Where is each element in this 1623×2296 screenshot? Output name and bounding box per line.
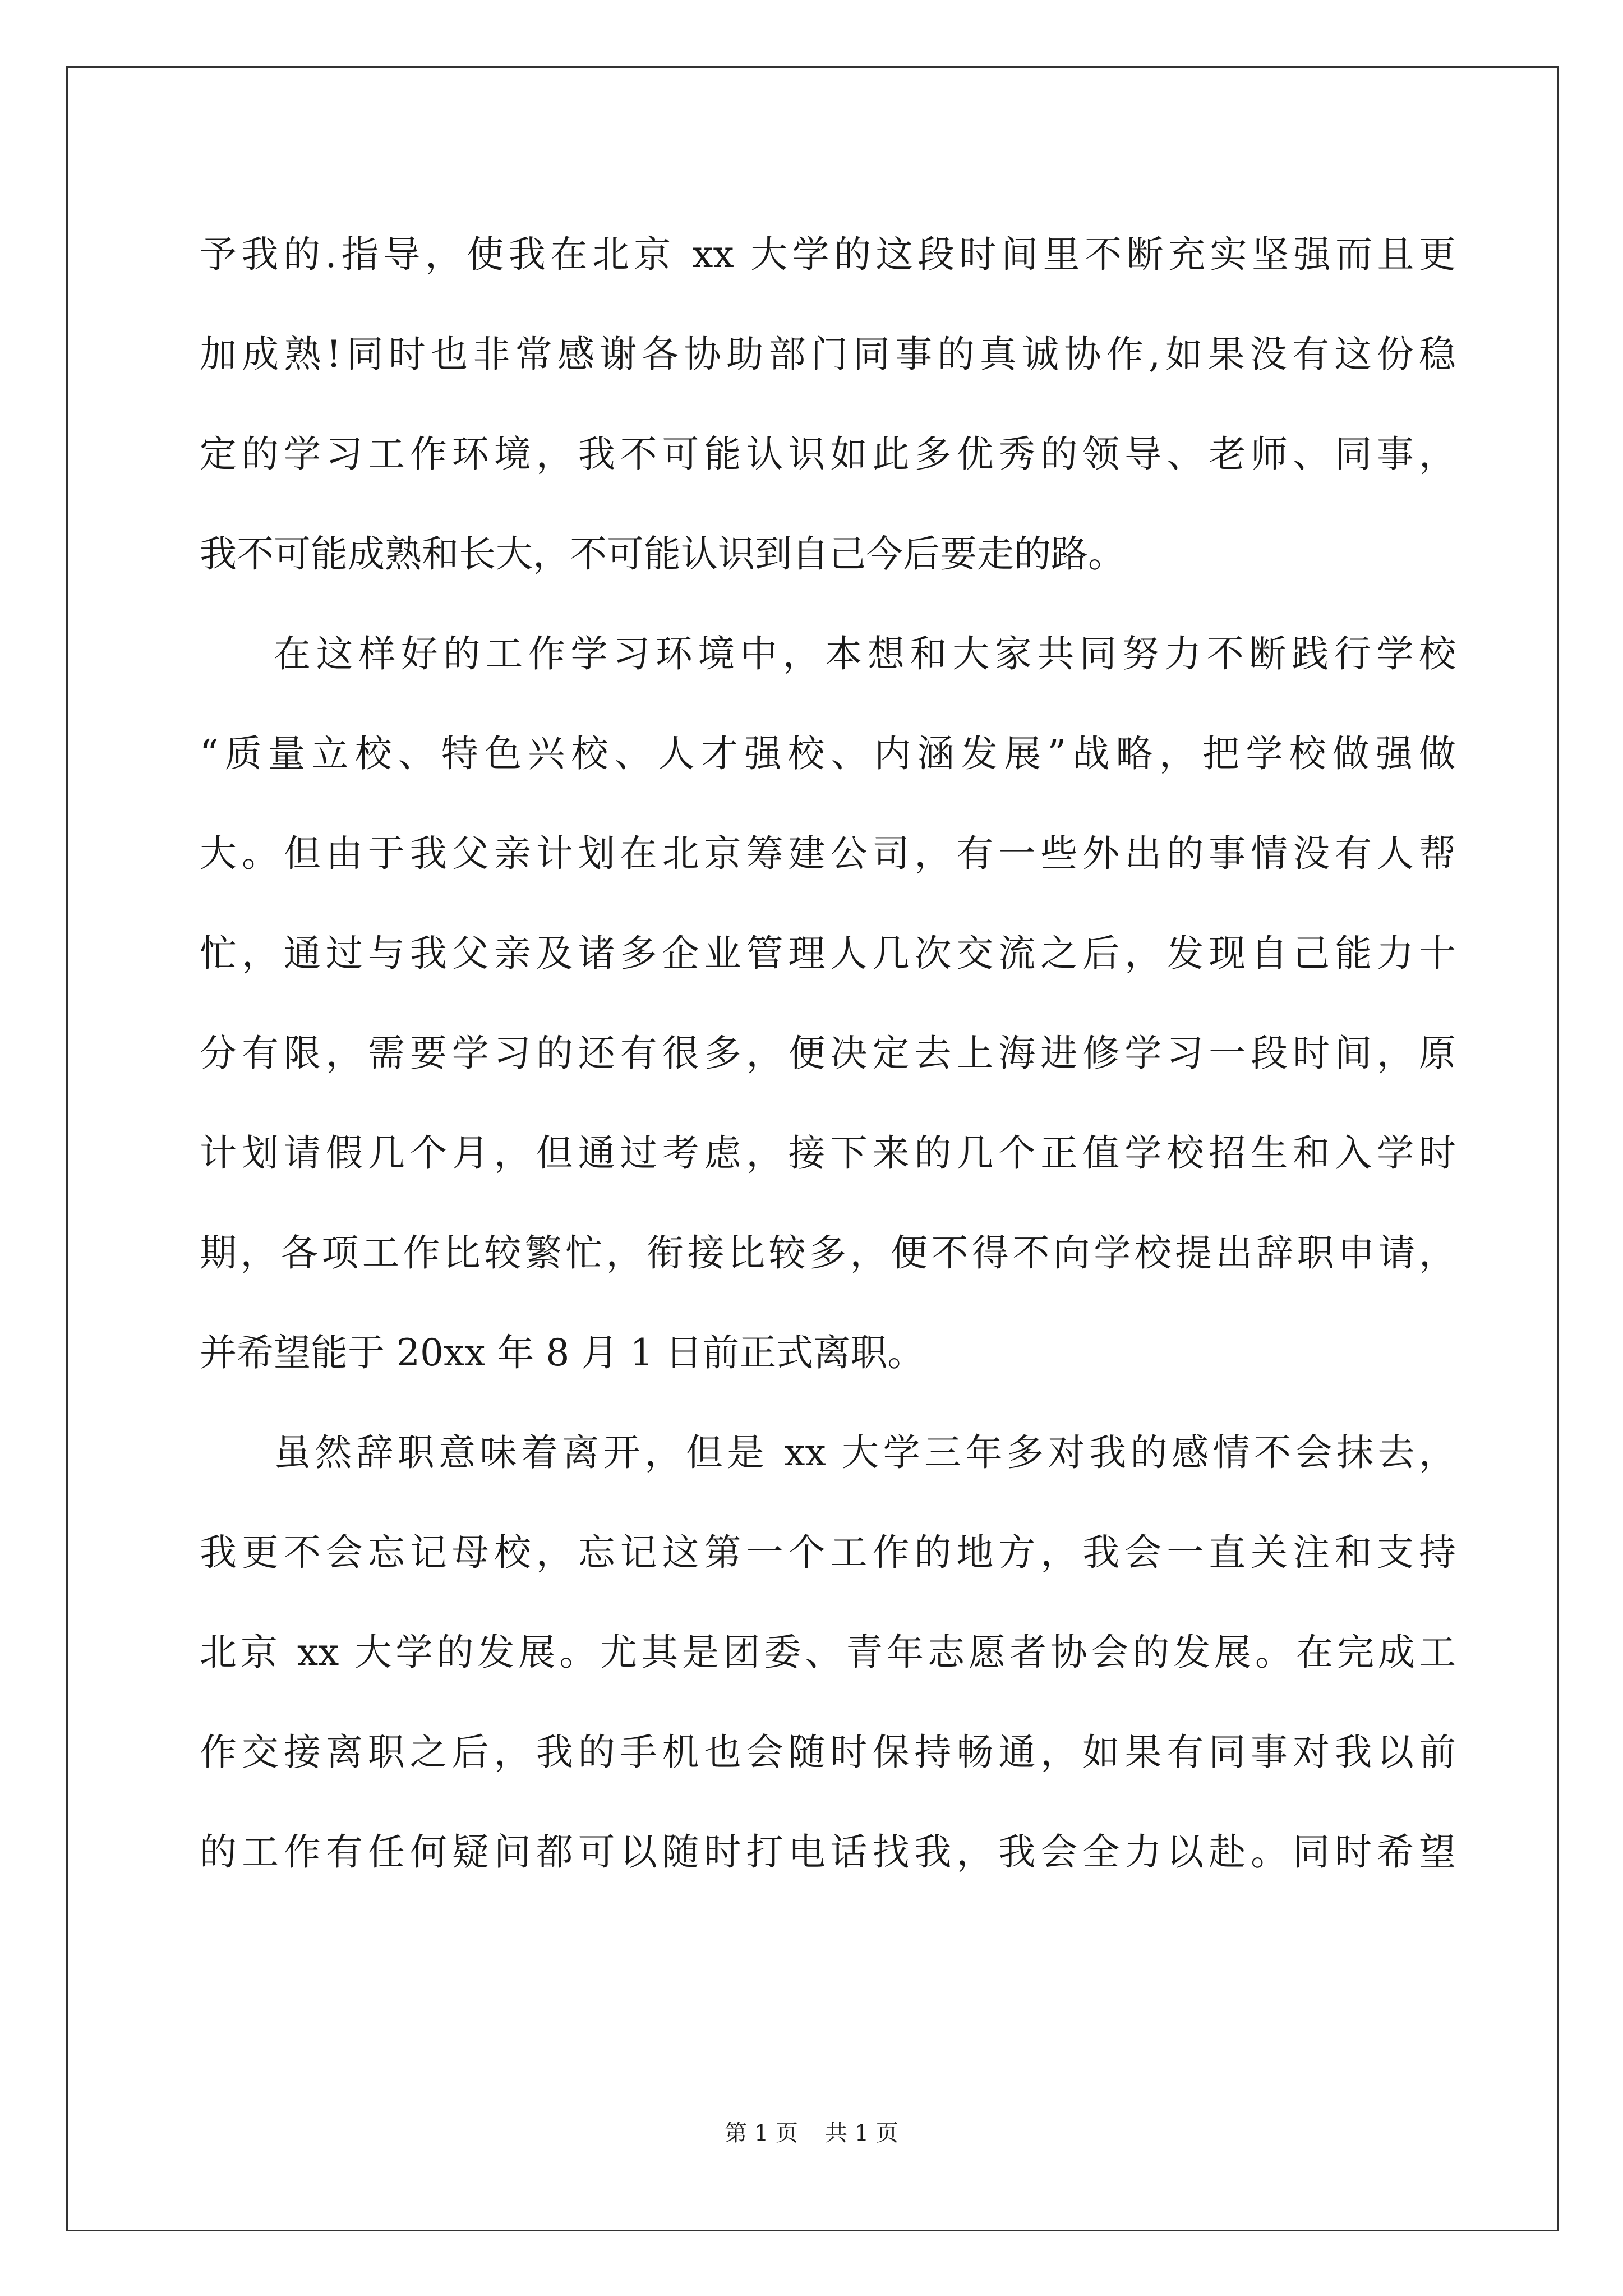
document-body xyxy=(200,205,1456,1902)
text-line: 定的学习工作环境，我不可能认识如此多优秀的领导、老师、同事， xyxy=(200,432,1456,476)
text-line: 作交接离职之后，我的手机也会随时保持畅通，如果有同事对我以前 xyxy=(200,1731,1456,1774)
paragraph-first-line: 虽然辞职意味着离开，但是 xx 大学三年多对我的感情不会抹去， xyxy=(274,1431,1456,1474)
text-line: 我更不会忘记母校，忘记这第一个工作的地方，我会一直关注和支持 xyxy=(200,1531,1456,1574)
page-footer xyxy=(0,2119,1623,2147)
paragraph-first-line: 在这样好的工作学习环境中，本想和大家共同努力不断践行学校 xyxy=(274,632,1456,675)
text-line: “质量立校、特色兴校、人才强校、内涵发展”战略，把学校做强做 xyxy=(200,732,1456,775)
text-line: 大。但由于我父亲计划在北京筹建公司，有一些外出的事情没有人帮 xyxy=(200,832,1456,875)
text-line: 计划请假几个月，但通过考虑，接下来的几个正值学校招生和入学时 xyxy=(200,1131,1456,1175)
text-line: 的工作有任何疑问都可以随时打电话找我，我会全力以赴。同时希望 xyxy=(200,1830,1456,1874)
text-line: 并希望能于 20xx 年 8 月 1 日前正式离职。 xyxy=(200,1331,925,1374)
page-number: 第 1 页 xyxy=(725,2120,798,2146)
text-line: 北京 xx 大学的发展。尤其是团委、青年志愿者协会的发展。在完成工 xyxy=(200,1631,1456,1674)
text-line: 加成熟!同时也非常感谢各协助部门同事的真诚协作,如果没有这份稳 xyxy=(200,333,1456,376)
page-total: 共 1 页 xyxy=(825,2120,898,2146)
text-line: 忙，通过与我父亲及诸多企业管理人几次交流之后，发现自己能力十 xyxy=(200,932,1456,975)
text-line: 期，各项工作比较繁忙，衔接比较多，便不得不向学校提出辞职申请， xyxy=(200,1231,1456,1274)
text-line: 予我的.指导，使我在北京 xx 大学的这段时间里不断充实坚强而且更 xyxy=(200,233,1456,276)
text-line: 我不可能成熟和长大，不可能认识到自己今后要走的路。 xyxy=(200,532,1125,576)
text-line: 分有限，需要学习的还有很多，便决定去上海进修学习一段时间，原 xyxy=(200,1032,1456,1075)
